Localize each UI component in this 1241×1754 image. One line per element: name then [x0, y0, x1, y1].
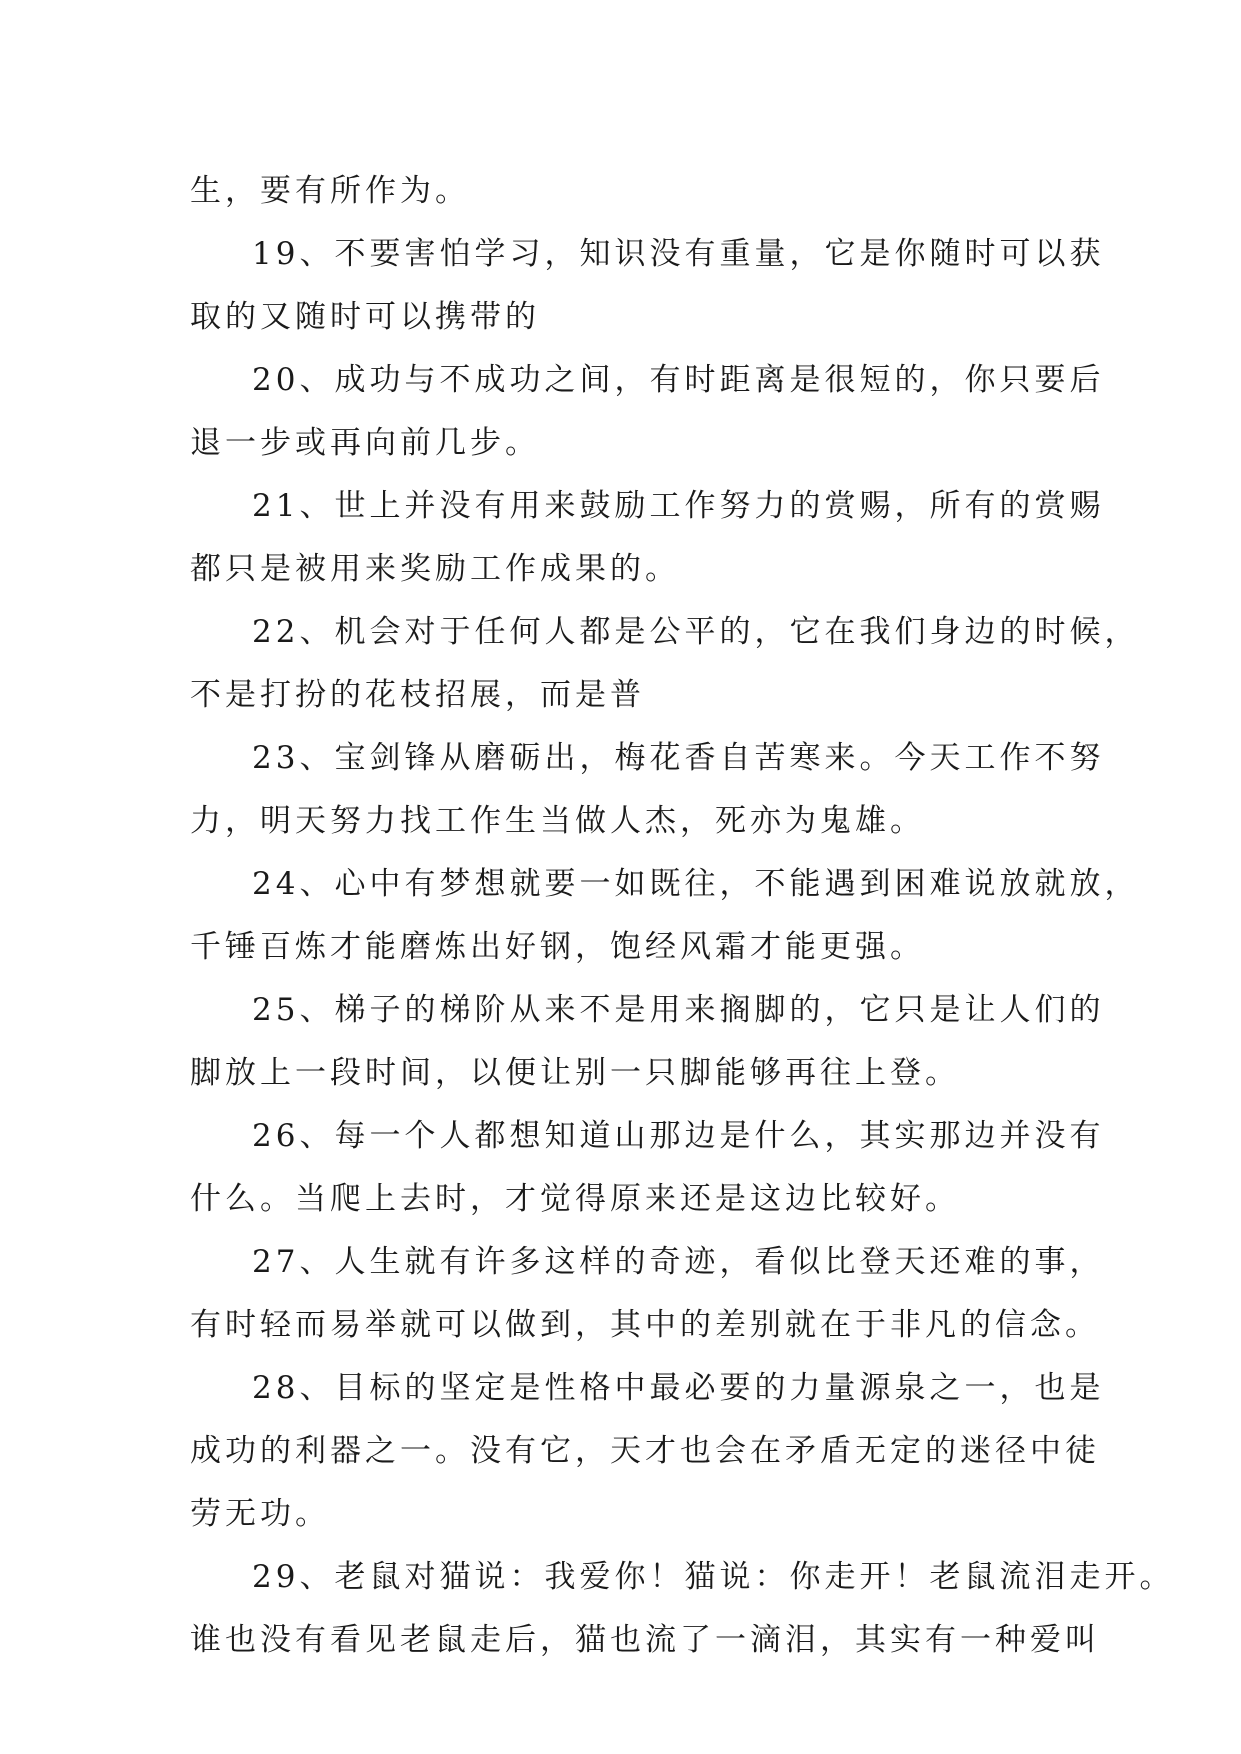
text-line: 生，要有所作为。 — [190, 173, 470, 209]
text-line: 劳无功。 — [190, 1496, 330, 1532]
text-line: 26、每一个人都想知道山那边是什么，其实那边并没有 — [252, 1118, 1105, 1154]
text-line: 谁也没有看见老鼠走后，猫也流了一滴泪，其实有一种爱叫 — [190, 1622, 1100, 1658]
text-line: 有时轻而易举就可以做到，其中的差别就在于非凡的信念。 — [190, 1307, 1100, 1343]
text-line: 什么。当爬上去时，才觉得原来还是这边比较好。 — [190, 1181, 960, 1217]
text-line: 24、心中有梦想就要一如既往，不能遇到困难说放就放， — [252, 866, 1140, 902]
text-line: 27、人生就有许多这样的奇迹，看似比登天还难的事， — [252, 1244, 1105, 1280]
text-line: 脚放上一段时间，以便让别一只脚能够再往上登。 — [190, 1055, 960, 1091]
text-line: 退一步或再向前几步。 — [190, 425, 540, 461]
text-line: 千锤百炼才能磨炼出好钢，饱经风霜才能更强。 — [190, 929, 925, 965]
text-line: 20、成功与不成功之间，有时距离是很短的，你只要后 — [252, 362, 1105, 398]
text-line: 25、梯子的梯阶从来不是用来搁脚的，它只是让人们的 — [252, 992, 1105, 1028]
text-line: 28、目标的坚定是性格中最必要的力量源泉之一，也是 — [252, 1370, 1105, 1406]
text-line: 22、机会对于任何人都是公平的，它在我们身边的时候， — [252, 614, 1140, 650]
text-line: 都只是被用来奖励工作成果的。 — [190, 551, 680, 587]
text-line: 成功的利器之一。没有它，天才也会在矛盾无定的迷径中徒 — [190, 1433, 1100, 1469]
text-line: 力，明天努力找工作生当做人杰，死亦为鬼雄。 — [190, 803, 925, 839]
text-line: 不是打扮的花枝招展，而是普 — [190, 677, 645, 713]
text-line: 29、老鼠对猫说：我爱你！猫说：你走开！老鼠流泪走开。 — [252, 1559, 1175, 1595]
text-line: 19、不要害怕学习，知识没有重量，它是你随时可以获 — [252, 236, 1105, 272]
text-line: 21、世上并没有用来鼓励工作努力的赏赐，所有的赏赐 — [252, 488, 1105, 524]
text-line: 取的又随时可以携带的 — [190, 299, 540, 335]
body-text — [190, 160, 1175, 1672]
text-line: 23、宝剑锋从磨砺出，梅花香自苦寒来。今天工作不努 — [252, 740, 1105, 776]
